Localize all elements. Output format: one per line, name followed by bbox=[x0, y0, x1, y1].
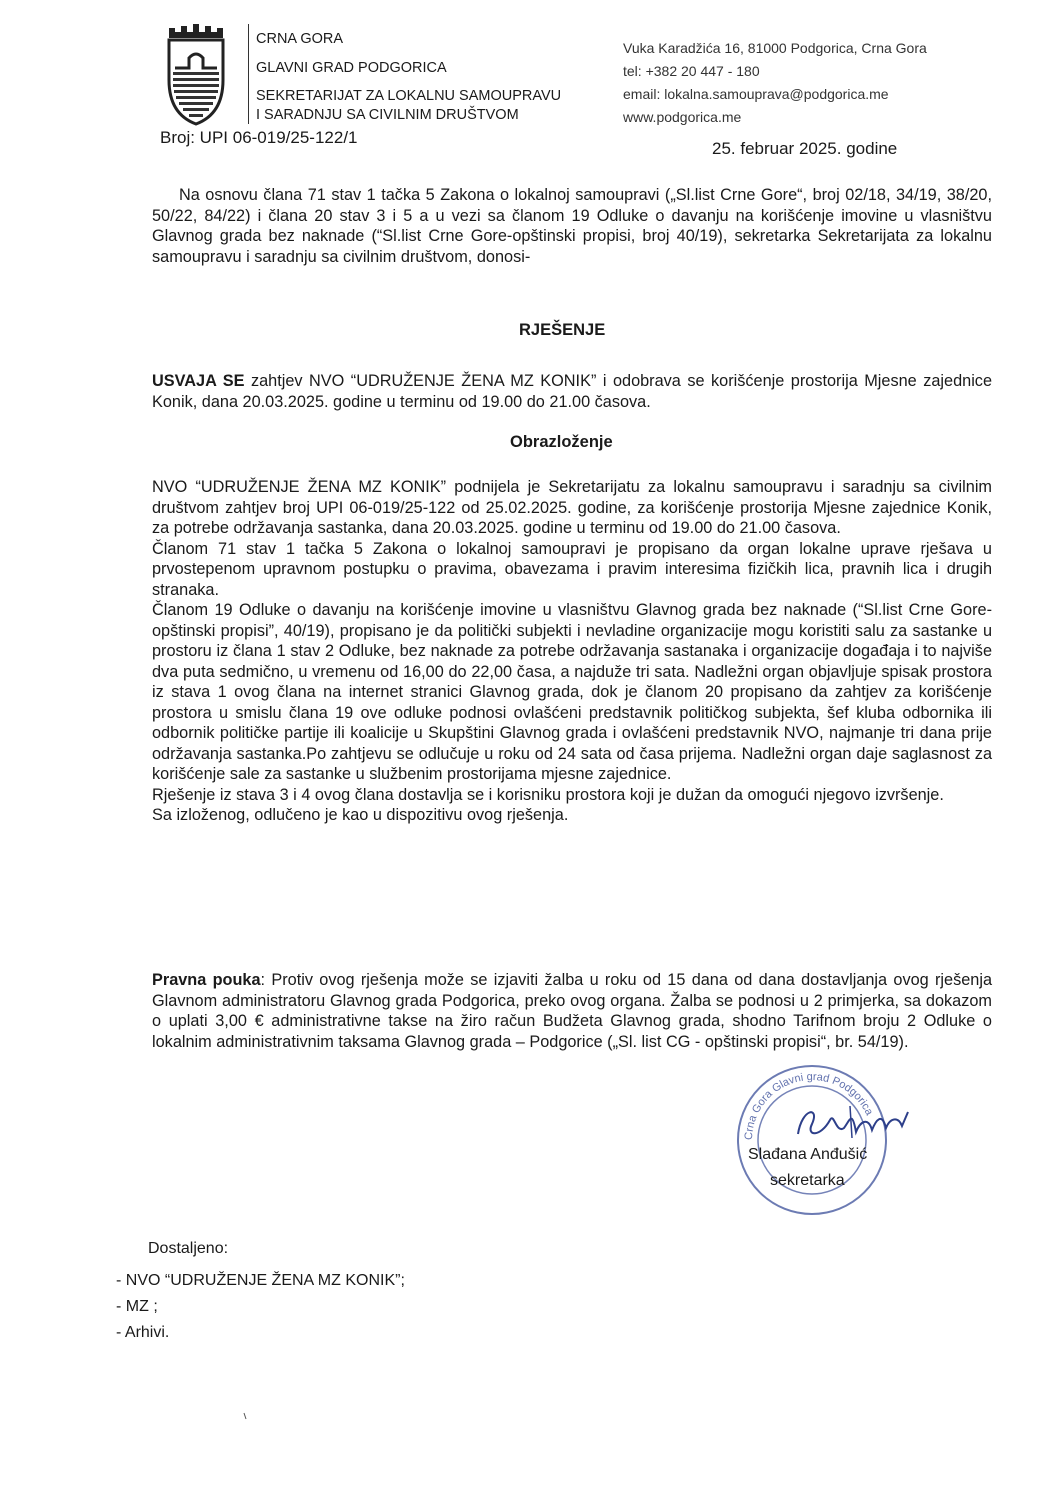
reasoning-section bbox=[152, 477, 992, 826]
signatory-role: sekretarka bbox=[770, 1172, 845, 1189]
contact-address: Vuka Karadžića 16, 81000 Podgorica, Crna Gora bbox=[623, 40, 927, 56]
reasoning-paragraph: Sa izloženog, odlučeno je kao u dispozitivu ovog rješenja. bbox=[152, 806, 569, 824]
document-date: 25. februar 2025. godine bbox=[712, 139, 898, 158]
contact-email: email: lokalna.samouprava@podgorica.me bbox=[623, 86, 889, 102]
contact-block bbox=[623, 37, 927, 129]
org-line-country: CRNA GORA bbox=[256, 31, 344, 47]
reasoning-paragraph: Članom 71 stav 1 tačka 5 Zakona o lokalnoj samoupravi je propisano da organ lokalne uprave rješava u prvostepenom upravnom postupku o pravima, obavezama i pravim interesima fizičkih lica, pravnih lica i drugih stranaka. bbox=[152, 539, 992, 599]
org-line-secretariat-2: I SARADNJU SA CIVILNIM DRUŠTVOM bbox=[256, 106, 519, 123]
signatory-name: Slađana Anđušić bbox=[748, 1146, 868, 1163]
recipient-item: - NVO “UDRUŽENJE ŽENA MZ KONIK”; bbox=[116, 1272, 405, 1289]
handwritten-signature bbox=[790, 1098, 920, 1148]
organization-block bbox=[256, 30, 561, 124]
recipient-list bbox=[116, 1268, 405, 1346]
intro-paragraph: Na osnovu člana 71 stav 1 tačka 5 Zakona o lokalnoj samoupravi („Sl.list Crne Gore“, broj 02/18, 34/19, 38/20, 50/22, 84/22) i člana 20 stav 3 i 5 a u vezi sa članom 19 Odluke o davanju na korišćenje imovine u vlasništvu Glavnog grada bez naknade (“Sl.list Crne Gore-opštinski propisi, broj 40/19), sekretarka Sekretarijata za lokalnu samoupravu i saradnju sa civilnim društvom, donosi- bbox=[152, 186, 992, 266]
recipient-item: - MZ ; bbox=[116, 1298, 158, 1315]
org-line-secretariat: SEKRETARIJAT ZA LOKALNU SAMOUPRAVU bbox=[256, 88, 562, 104]
legal-remedy-lead: Pravna pouka bbox=[152, 971, 261, 989]
reasoning-paragraph: NVO “UDRUŽENJE ŽENA MZ KONIK” podnijela je Sekretarijatu za lokalnu samoupravu i saradnju sa civilnim društvom zahtjev broj UPI 06-019/25-122 od 25.02.2025. godine, za korišćenje prostorija Mjesne zajednice Konik, za potrebe održavanja sastanka, dana 20.03.2025. godine u terminu od 19.00 do 21.00 časova. bbox=[152, 478, 992, 537]
scan-mark bbox=[243, 1412, 247, 1420]
reasoning-paragraph: Članom 19 Odluke o davanju na korišćenje imovine u vlasništvu Glavnog grada bez naknade (“Sl.list Crne Gore-opštinski propisi”, 40/19), propisano je da politički subjekti i nevladine organizacije mogu koristiti salu za sastanke u prostoru iz člana 1 stav 2 Odluke, bez naknade za potrebe održavanja sastanaka i organizacije događaja i to najviše dva puta sedmično, u vremenu od 16,00 do 22,00 časa, a najduže tri sata. Nadležni organ objavljuje spisak prostora iz stava 1 ovog člana na internet stranici Glavnog grada, dok je članom 20 propisano da zahtjev za korišćenje prostora u smislu člana 19 ove odluke podnosi ovlašćeni predstavnik političkog subjekta, šef kluba odbornika ili odbornik političke partije ili koalicije u Skupštini Glavnog grada i ovlašćeni predstavnik NVO, najmanje tri dana prije održavanja sastanka.Po zahtjevu se odlučuje u roku od 24 sata od časa prijema. Nadležni organ daje saglasnost za korišćenje sale za sastanke u službenim prostorijama mjesne zajednice. bbox=[152, 601, 992, 783]
document-number: Broj: UPI 06-019/25-122/1 bbox=[160, 128, 358, 147]
stamp-text: Crna Gora Glavni grad Podgorica bbox=[742, 1070, 876, 1141]
header-divider bbox=[248, 24, 249, 124]
legal-remedy-text: : Protiv ovog rješenja može se izjaviti žalba u roku od 15 dana od dana dostavljanja ovog rješenja Glavnom administratoru Glavnog grada Podgorica, preko ovog organa. Žalba se podnosi u 2 primjerka, sa dokazom o uplati 3,00 € administrativne takse na žiro račun Budžeta Glavnog grada, shodno Tarifnom broju 2 Odluke o lokalnim administrativnim taksama Glavnog grada – Podgorice („Sl. list CG - opštinski propisi“, br. 54/19). bbox=[152, 971, 992, 1051]
decision-text: zahtjev NVO “UDRUŽENJE ŽENA MZ KONIK” i odobrava se korišćenje prostorija Mjesne zajednice Konik, dana 20.03.2025. godine u terminu od 19.00 do 21.00 časova. bbox=[152, 372, 993, 411]
reasoning-title: Obrazloženje bbox=[510, 433, 613, 451]
decision-lead: USVAJA SE bbox=[152, 372, 245, 390]
decision-paragraph bbox=[152, 371, 992, 412]
contact-phone: tel: +382 20 447 - 180 bbox=[623, 63, 760, 79]
recipient-item: - Arhivi. bbox=[116, 1324, 170, 1341]
delivery-label: Dostaljeno: bbox=[148, 1240, 229, 1257]
legal-remedy-paragraph bbox=[152, 970, 992, 1052]
decision-title: RJEŠENJE bbox=[519, 321, 606, 339]
reasoning-paragraph: Rješenje iz stava 3 i 4 ovog člana dostavlja se i korisniku prostora koji je dužan da omogući njegovo izvršenje. bbox=[152, 785, 944, 804]
org-line-city: GLAVNI GRAD PODGORICA bbox=[256, 59, 447, 76]
coat-of-arms-logo bbox=[163, 22, 229, 126]
contact-website: www.podgorica.me bbox=[623, 109, 742, 125]
